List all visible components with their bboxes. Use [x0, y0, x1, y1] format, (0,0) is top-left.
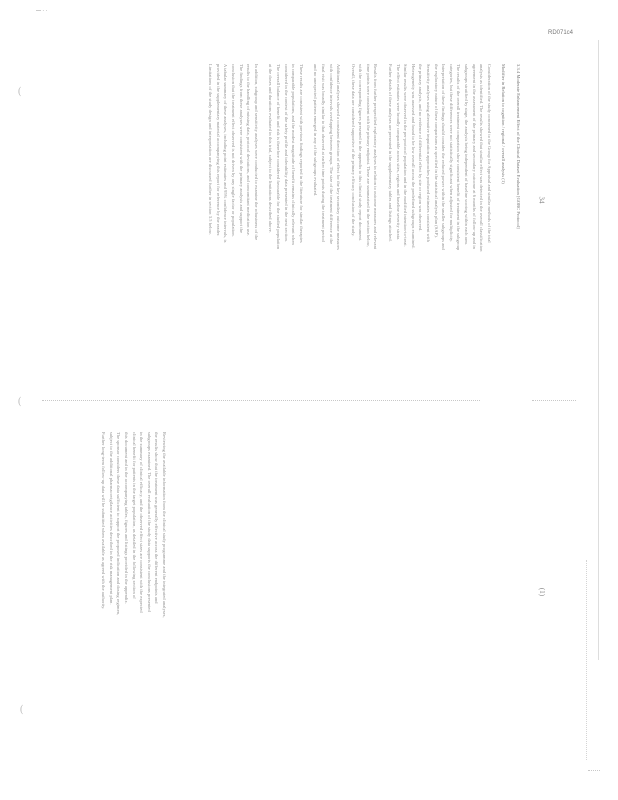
- hole-punch-bottom: (: [20, 704, 24, 715]
- text-line: The overall balance of benefit and risk is therefore considered favourable for the studied population: [275, 64, 281, 250]
- right-edge-dots: [586, 560, 587, 760]
- text-line: Limitations of the study design and interpretation are discussed further in section 3.5 below.: [208, 64, 214, 235]
- text-line: subgroups examined. The overall evaluation of the study data supports the conclusions presented: [146, 432, 152, 612]
- text-line: Results from further prespecified exploratory analyses in relation to outcome measures and relevant: [373, 64, 379, 250]
- text-line: with confidence intervals overlapping between groups. The size of the treatment difference at the: [328, 64, 334, 245]
- text-line: subject to the additional pharmacovigilance activities described in the risk management plan.: [108, 432, 114, 605]
- text-line: categories, but these differences were not statistically significant when adjusted for multiplicity.: [448, 64, 454, 243]
- text-line: Further details of these analyses are presented in the supplementary tables and listings attached.: [388, 64, 394, 242]
- text-line: final visit was broadly similar to that observed at earlier time points during the treatment period: [320, 64, 326, 242]
- text-line: and no unexpected patterns emerged in any of the subgroups evaluated.: [313, 64, 319, 197]
- text-line: A tabular summary of these analyses, including point estimates and 95% confidence intervals, is: [223, 64, 229, 243]
- text-line: Interpretation of these findings should consider the reduced power within the smaller subgroups and: [441, 64, 447, 250]
- text-line: Additional analyses showed a consistent direction of effect for the key secondary outcome measures: [336, 64, 342, 250]
- document-id: RD071c4: [548, 30, 574, 36]
- text-line: the primary analysis, and no evidence of differential effect by site or region was observed.: [418, 64, 424, 232]
- text-line: The effect estimates were broadly comparable across sites, regions and baseline severity strata.: [395, 64, 401, 241]
- text-line: in the summary of clinical efficacy, and the observed effect sizes are consistent with the expected: [139, 432, 145, 613]
- text-line: the results show that the treatment was generally effective across the different endpoints and: [154, 432, 160, 604]
- text-line: agreement in the assessment of the primary and secondary outcome at 6 months of follow-up and in: [471, 64, 477, 249]
- header-left-mark: — · ·: [36, 8, 48, 14]
- text-line: Further long-term follow-up data will be submitted when available as agreed with the authority.: [101, 432, 107, 610]
- lower-page-text: [100, 432, 168, 737]
- sub-heading: Modifier in Relation to cognition / regional / overall analysis (1): [501, 64, 507, 184]
- text-line: clinical benefit for patients in the target population, as detailed in the following section of: [131, 432, 137, 599]
- text-line: Similar results were observed in the per-protocol population and in the modified intention-to-treat.: [403, 64, 409, 247]
- right-edge-line: [598, 40, 599, 660]
- text-line: Overall, these data are considered supportive of the primary efficacy conclusion of the study.: [350, 64, 356, 237]
- text-line: this document and in the accompanying tables, figures and listings provided in the appendix.: [124, 432, 130, 604]
- text-line: The sponsor considers these data sufficient to support the proposed indication and dosing regimen,: [116, 432, 122, 616]
- hole-punch-top: (: [18, 86, 22, 97]
- text-line: These results are consistent with previous findings reported in the literature for similar therapies: [298, 64, 304, 243]
- text-line: Consideration of the study concerned to the Group for Appraisal and similar methods of the trial: [486, 64, 492, 243]
- bottom-right-dots: [588, 770, 600, 771]
- page-number-upper: 34: [537, 196, 546, 204]
- text-line: analysis as identified. The results showed that similar effect was detected in the overall classification: [479, 64, 485, 252]
- text-line: considered in the context of the safety profile and tolerability data presented in the next section.: [283, 64, 289, 243]
- text-line: results to the handling of missing data, protocol deviations, and concomitant medication use.: [246, 64, 252, 237]
- hole-punch-middle: (: [18, 396, 22, 407]
- page-divider-right: [532, 400, 576, 401]
- page-divider: [42, 400, 480, 401]
- text-line: time points were consistent with the primary endpoint. These are summarised in the section below,: [365, 64, 371, 247]
- page-number-lower: (1): [538, 587, 547, 597]
- text-line: subgroups stratified by stage, the analysis being independent of baseline scoring within each arm.: [464, 64, 470, 246]
- text-line: Reviewing the available information from the clinical study programme and the integrated analyses,: [162, 432, 167, 618]
- section-heading: 3.3.4 Moderate Enhancement Effect of the Clinical Dataset Evaluation [GOBC Protocol]: [516, 64, 521, 229]
- text-line: the exploratory nature of these comparisons as specified in the statistical analysis plan (SAP).: [433, 64, 439, 238]
- text-line: Heterogeneity was assessed and found to be low overall across the predefined subgroups examined.: [410, 64, 416, 249]
- text-line: at the doses and durations evaluated in this trial, subject to the limitations described above.: [268, 64, 274, 233]
- text-line: provided in the supplementary material accompanying this report for reference by the reader.: [215, 64, 221, 237]
- text-line: with the corresponding figures presented in the appendix to this clinical study report document.: [358, 64, 364, 242]
- text-line: in comparable populations, and the modest magnitude of benefit remains clinically relevant when: [291, 64, 297, 245]
- text-line: The results of the overall treatment comparison show consistent benefit of treatment in the subgroup: [456, 64, 462, 251]
- text-line: The findings from these analyses were consistent with the primary analysis and support the: [238, 64, 244, 234]
- upper-page-text: [207, 64, 522, 374]
- text-line: In addition, subgroup and sensitivity analyses were conducted to examine the robustness of the: [253, 64, 259, 241]
- text-line: conclusion that the treatment effect observed is not driven by any single factor or population.: [231, 64, 236, 237]
- text-line: Sensitivity analyses using alternative imputation approaches produced estimates consistent with: [426, 64, 432, 242]
